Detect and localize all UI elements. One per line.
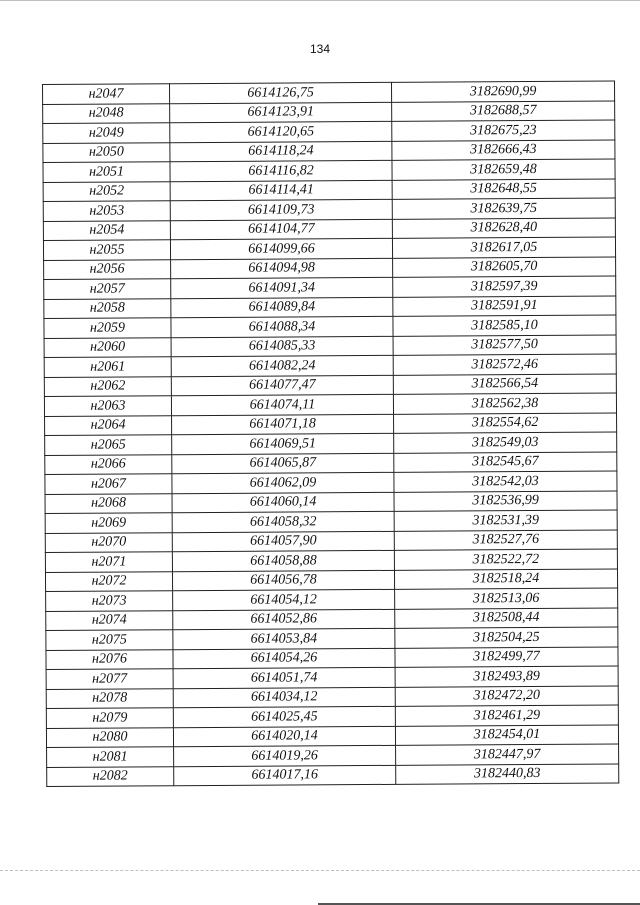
y-coordinate-cell: 3182688,57 [392,101,615,122]
x-coordinate-cell: 6614114,41 [170,180,392,201]
point-id-cell: н2080 [46,727,173,747]
y-coordinate-cell: 3182591,91 [393,295,616,316]
point-id-cell: н2052 [43,181,170,201]
y-coordinate-cell: 3182513,06 [395,588,618,609]
point-id-cell: н2051 [43,162,170,182]
y-coordinate-cell: 3182554,62 [394,412,617,433]
x-coordinate-cell: 6614053,84 [173,628,395,649]
y-coordinate-cell: 3182549,03 [394,432,617,453]
y-coordinate-cell: 3182545,67 [394,451,617,472]
y-coordinate-cell: 3182522,72 [394,549,617,570]
y-coordinate-cell: 3182572,46 [393,354,616,375]
x-coordinate-cell: 6614058,88 [172,550,394,571]
point-id-cell: н2078 [46,688,173,708]
y-coordinate-cell: 3182639,75 [392,198,615,219]
y-coordinate-cell: 3182648,55 [392,179,615,200]
point-id-cell: н2062 [44,376,171,396]
point-id-cell: н2057 [44,279,171,299]
point-id-cell: н2077 [46,669,173,689]
y-coordinate-cell: 3182493,89 [395,666,618,687]
x-coordinate-cell: 6614116,82 [170,160,392,181]
point-id-cell: н2079 [46,708,173,728]
x-coordinate-cell: 6614120,65 [170,121,392,142]
point-id-cell: н2076 [46,649,173,669]
point-id-cell: н2069 [45,513,172,533]
point-id-cell: н2059 [44,318,171,338]
x-coordinate-cell: 6614123,91 [170,102,392,123]
x-coordinate-cell: 6614020,14 [173,726,395,747]
x-coordinate-cell: 6614058,32 [172,511,394,532]
x-coordinate-cell: 6614019,26 [174,745,396,766]
point-id-cell: н2072 [45,571,172,591]
y-coordinate-cell: 3182617,05 [392,237,615,258]
y-coordinate-cell: 3182531,39 [394,510,617,531]
coordinates-table [42,80,619,786]
y-coordinate-cell: 3182454,01 [395,724,618,745]
x-coordinate-cell: 6614034,12 [173,687,395,708]
point-id-cell: н2058 [44,298,171,318]
x-coordinate-cell: 6614082,24 [171,355,393,376]
x-coordinate-cell: 6614062,09 [172,472,394,493]
table-row [47,763,619,786]
x-coordinate-cell: 6614057,90 [172,531,394,552]
x-coordinate-cell: 6614017,16 [174,765,396,786]
y-coordinate-cell: 3182585,10 [393,315,616,336]
y-coordinate-cell: 3182527,76 [394,529,617,550]
x-coordinate-cell: 6614104,77 [170,219,392,240]
x-coordinate-cell: 6614071,18 [172,414,394,435]
y-coordinate-cell: 3182597,39 [393,276,616,297]
point-id-cell: н2066 [45,454,172,474]
x-coordinate-cell: 6614051,74 [173,667,395,688]
y-coordinate-cell: 3182447,97 [396,744,619,765]
point-id-cell: н2065 [45,435,172,455]
y-coordinate-cell: 3182566,54 [393,373,616,394]
x-coordinate-cell: 6614118,24 [170,141,392,162]
x-coordinate-cell: 6614060,14 [172,492,394,513]
x-coordinate-cell: 6614056,78 [172,570,394,591]
bottom-scan-line [0,870,640,871]
point-id-cell: н2068 [45,493,172,513]
x-coordinate-cell: 6614065,87 [172,453,394,474]
y-coordinate-cell: 3182508,44 [395,607,618,628]
y-coordinate-cell: 3182605,70 [393,256,616,277]
x-coordinate-cell: 6614091,34 [171,277,393,298]
y-coordinate-cell: 3182504,25 [395,627,618,648]
x-coordinate-cell: 6614054,12 [173,589,395,610]
point-id-cell: н2054 [43,220,170,240]
y-coordinate-cell: 3182675,23 [392,120,615,141]
point-id-cell: н2061 [44,357,171,377]
y-coordinate-cell: 3182628,40 [392,218,615,239]
y-coordinate-cell: 3182472,20 [395,685,618,706]
x-coordinate-cell: 6614077,47 [171,375,393,396]
point-id-cell: н2048 [43,103,170,123]
y-coordinate-cell: 3182499,77 [395,646,618,667]
x-coordinate-cell: 6614094,98 [171,258,393,279]
point-id-cell: н2049 [43,123,170,143]
point-id-cell: н2081 [47,747,174,767]
point-id-cell: н2082 [47,766,174,786]
page-number: 134 [309,42,331,56]
x-coordinate-cell: 6614069,51 [172,433,394,454]
x-coordinate-cell: 6614052,86 [173,609,395,630]
top-border-line [0,0,640,1]
y-coordinate-cell: 3182440,83 [396,763,619,784]
point-id-cell: н2067 [45,474,172,494]
y-coordinate-cell: 3182690,99 [391,81,614,102]
y-coordinate-cell: 3182536,99 [394,490,617,511]
x-coordinate-cell: 6614088,34 [171,316,393,337]
x-coordinate-cell: 6614126,75 [170,82,392,103]
point-id-cell: н2047 [43,84,170,104]
y-coordinate-cell: 3182562,38 [393,393,616,414]
y-coordinate-cell: 3182659,48 [392,159,615,180]
point-id-cell: н2060 [44,337,171,357]
point-id-cell: н2055 [43,240,170,260]
y-coordinate-cell: 3182461,29 [395,705,618,726]
x-coordinate-cell: 6614054,26 [173,648,395,669]
y-coordinate-cell: 3182542,03 [394,471,617,492]
y-coordinate-cell: 3182577,50 [393,334,616,355]
x-coordinate-cell: 6614089,84 [171,297,393,318]
point-id-cell: н2070 [45,532,172,552]
x-coordinate-cell: 6614109,73 [170,199,392,220]
coordinates-table-body [43,81,619,786]
point-id-cell: н2063 [44,396,171,416]
y-coordinate-cell: 3182518,24 [394,568,617,589]
y-coordinate-cell: 3182666,43 [392,140,615,161]
x-coordinate-cell: 6614025,45 [173,706,395,727]
point-id-cell: н2071 [45,552,172,572]
point-id-cell: н2056 [44,259,171,279]
point-id-cell: н2064 [45,415,172,435]
point-id-cell: н2053 [43,201,170,221]
x-coordinate-cell: 6614074,11 [171,394,393,415]
point-id-cell: н2074 [46,610,173,630]
point-id-cell: н2075 [46,630,173,650]
point-id-cell: н2050 [43,142,170,162]
x-coordinate-cell: 6614099,66 [170,238,392,259]
x-coordinate-cell: 6614085,33 [171,336,393,357]
point-id-cell: н2073 [46,591,173,611]
